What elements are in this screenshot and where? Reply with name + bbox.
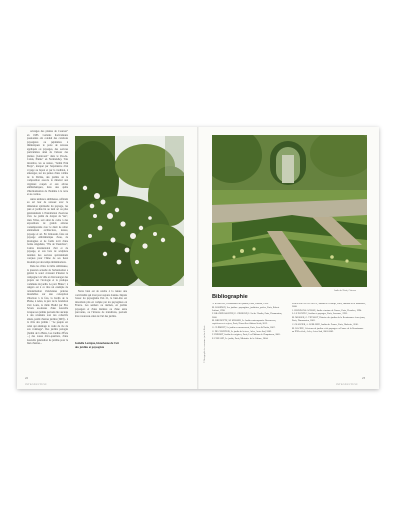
- hedge-garden-image: [212, 135, 367, 287]
- left-page: [17, 127, 198, 389]
- footer-right: INTRODUCTION: [336, 383, 358, 386]
- bibliography-entry: B.ROUSSEAU-CHASTEL, Jardins de l'Europe, Paris, éditions de la Martinière, 2008.: [292, 303, 366, 309]
- paragraph: Autre tendance ambitieuse, reflétant au sol leur de renouer avec la dimension spirituelle du paysage, les jeux et jardins lié au land art ou plus généralement à l'installation d'oeuvres d'art. Le jardin du donjon de Vez", dans l'Oise, sert ainsi de cadre à des expositions de grands artistes contemporains avec le désir de relier entièrement architecture, nature, paysage et art. En Limousin, faire un paysage emblématique d'eau, de montagnes et de forêts écrit d'une forme singulière, "l'île de Vassivière", Centre international d'art et de paysage, et son bois de sculpture destinés des oeuvres spécialement conçues pour l'ânne de ses lieux modelés par des temps immémoriaux.: [27, 197, 68, 264]
- paragraph: Notre bien est de rendre à la nature une convivialité qui n'est pas toujours donnée. Depuis l'essor du paysagisme Pan 21, le bien-être est désormais pris en compte par les paysagistes en France. Les sentiers ou réalisés, en jardins paysagers et d'une manière ou d'une autre parcourus, ou l'inverse de transitions, peuvent être à nouveau ornés de l'art des jardins.: [75, 290, 127, 318]
- bibliography-entry: M. RACINE, Créateurs de jardins et de paysages en France de la Renaissance au XXIe siècle, Arles, Actes Sud, 2001-2002.: [292, 327, 364, 333]
- bibliography-entry: M. BARIDON, Les jardins : paysagistes, jardiniers, poètes, Paris, Robert Laffont, 1998.: [212, 306, 280, 312]
- vertical-photo-credit: © Photographie de couverture: jardin de Ninfa: [204, 325, 206, 363]
- garden-hedge-photo: [212, 135, 367, 287]
- photo-credit: Jardin de Ninfa, Cisterna: [334, 290, 356, 292]
- bibliography-entry: F. DURBET, Jardin des origines, Paris, Les Éditions de l'Imprimeur, 2005.: [212, 334, 281, 337]
- bibliography-entry: G. CLÉMENT, Le jardin en mouvement, Paris, Sens & Tonka, 2007.: [212, 327, 276, 330]
- left-text-column-2: [75, 290, 127, 336]
- author-caption: [75, 342, 135, 349]
- bibliography-entry: L. LE DANTEC, Jardins et paysages, Paris, Larousse, 1996.: [292, 313, 348, 316]
- right-page: [198, 127, 379, 389]
- bibliography-column-2: [292, 303, 366, 373]
- bibliography-entry: M. MOSSER, G. TEYSSOT, Histoire des jardins de la Renaissance à nos jours, Paris, Flammarion, 2002.: [292, 317, 366, 323]
- author-title: des jardins et paysagiste: [75, 345, 104, 349]
- author-name: Isabelle Levêque, historienne de l'art: [75, 342, 120, 345]
- page-number-right: 23: [362, 376, 365, 380]
- bibliography-entry: M. BRUNOTTE, M. MOSSER, Le Jardin contemporain. Renouveau, expériences et enjeux, Paris, Nouvelles éditions Scala, 2012.: [212, 320, 276, 326]
- left-text-column-1: [27, 130, 68, 369]
- rose-garden-photo: [75, 136, 184, 286]
- bibliography-entry: C. OLLIVIER, A. LEBLOND, Jardins de France, Paris, Hachette, 2010.: [292, 323, 359, 326]
- paragraph: Dans les villes la tâche ambitieuse, la pression actuelle de l'urbanisation a généré le souci croissant d'insérer la campagne à la ville et d'encourager des projets sur l'écologie et la pratique commune du jardin. Le parc Blaise", à Angers est à ce titre un exemple de rationalisation d'anciennes prairies inondables sur une conception d'horizon à la fois, la Jardin de la Plaine, à Arles, le parc de la fondation d'art Louis, le mille Hadid par Ebo Sevets au-dessus d'une nouvelle lorsque ses jardins peuvent être anciens à des résidents tout des collectifs situés, parmi d'autres jardins (1993) - à la ville des jardins : "Le peuple est celui qui aménage le cadre de vie de son voisinage". Des jardins partagés (Jardin de la Butte, Les Jardins d'Éole ...) des zones d'éco-quartiers, d'une nouvelle génération de jardins pour le bien d'autres...: [27, 265, 68, 345]
- bibliography-entry: F. BRANNÉ-MARTIN, E. CIBOURD, L'Art de l'Jardin, Paris, Flammarion, 2006.: [212, 313, 283, 319]
- bibliography-entry: J. JOURDAN-LAFOSSE, Jardin et nature de France, Paris, Herscher, 1994.: [292, 309, 362, 312]
- bibliography-entry: A. BARIDON, Dictionnaire des jardins, Paris, Laffont, 1998.: [212, 303, 269, 305]
- page-number-left: 22: [25, 376, 28, 380]
- bibliography-entry: G. DE COURTOIS, Le jardin de la terre, Arles, Actes Sud, 2002.: [212, 330, 272, 333]
- rose-garden-image: [75, 136, 184, 286]
- bibliography-entry: E. PONAUD, Le jardin, Paris, Ministère de la Culture, 2004.: [212, 338, 269, 341]
- bibliography-column-1: [212, 303, 286, 373]
- footer-left: INTRODUCTION: [25, 383, 47, 386]
- book-spread: [17, 127, 379, 389]
- paragraph: ouvrages des plantes de Courson" en 1983. Certains horticulteurs passionnés ont conduit des créations paysagères ou pépinières à thématiques: le porte de terrasse appliqués ou paysages, des oeuvres particulières ainsi de l'amour des plantes (Gérécourt" dans le Pas-de-Calais, Plume" en Normandie). Très inventive, les sa nature, "Jardin Erik Borja", marqué par l'expérience d'un voyage au Japon et par la tradition, à amenager, sur les pentes d'une colline de la Drôme, des jardins où la composition associe le minéral aux végétaux coupés et aux arbres emblématiques, dans une quête d'harmonisation de l'homme à la terre et au cosmos.: [27, 130, 68, 196]
- bibliography-heading: Bibliographie: [212, 294, 248, 300]
